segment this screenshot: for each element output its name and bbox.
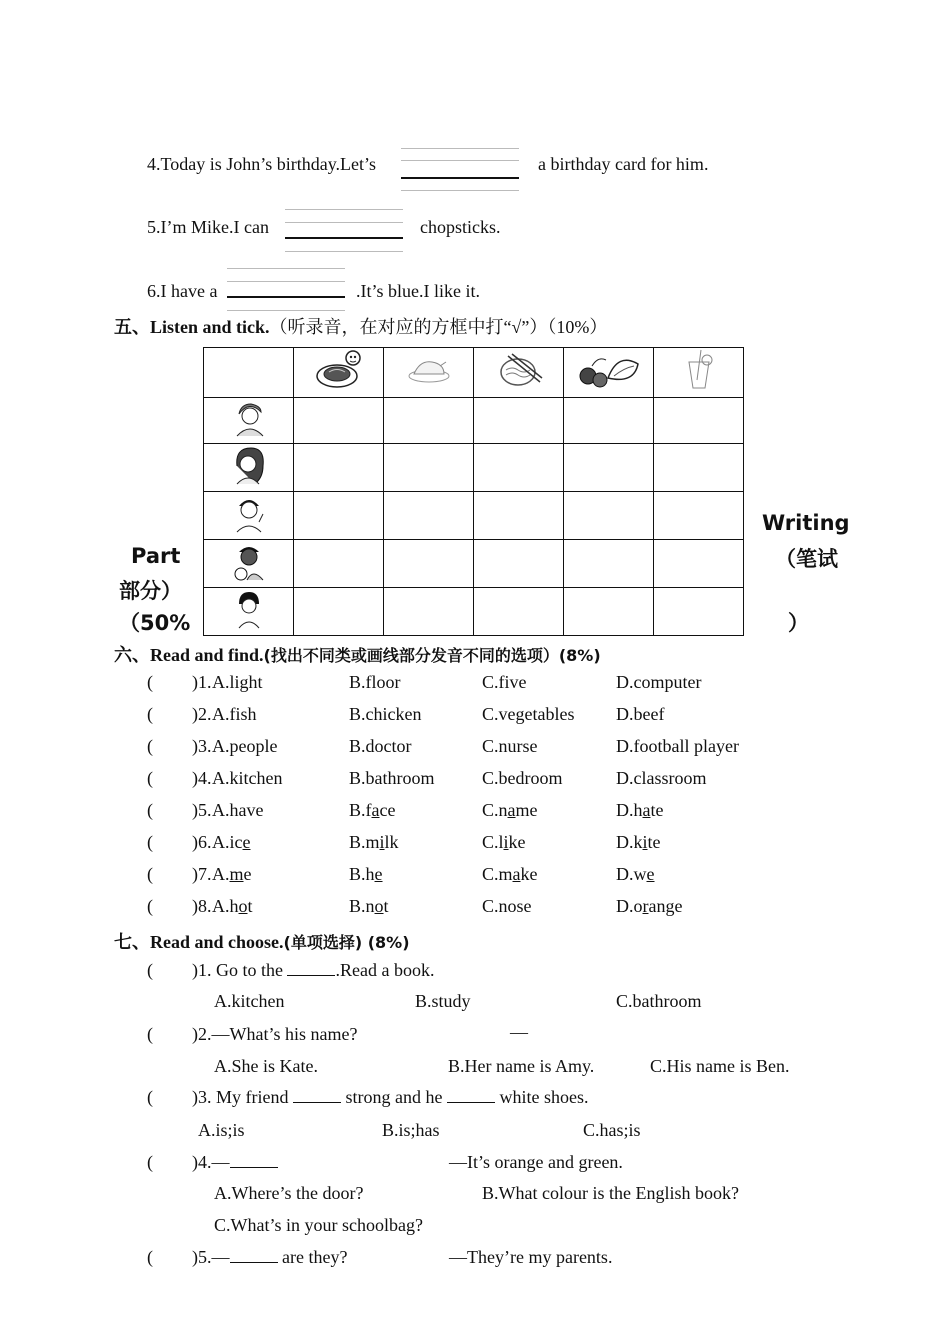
answer-paren[interactable]: (	[147, 864, 153, 884]
answer-paren[interactable]: (	[147, 672, 153, 692]
item-number: )8.	[192, 896, 212, 916]
option-b: B.bathroom	[349, 768, 435, 788]
item-number: )7.	[192, 864, 212, 884]
option-c: C.name	[482, 800, 538, 820]
section-7-note: (单项选择) (8%)	[283, 933, 410, 952]
question-3-stem: )3. My friend	[192, 1087, 289, 1107]
tick-cell[interactable]	[384, 398, 474, 444]
fill-item-4-after: a birthday card for him.	[538, 154, 709, 174]
fill-item-5-blank[interactable]	[285, 209, 403, 253]
fill-item-6-after: .It’s blue.I like it.	[356, 281, 480, 301]
option-b: B.floor	[349, 672, 401, 692]
q3-option-a: A.is;is	[198, 1120, 245, 1140]
option-c: C.five	[482, 672, 527, 692]
fill-item-6-before: 6.I have a	[147, 281, 218, 301]
girl-icon	[229, 444, 269, 486]
tick-cell[interactable]	[654, 398, 744, 444]
tick-cell[interactable]	[474, 588, 564, 636]
answer-paren[interactable]: (	[147, 1087, 153, 1107]
vegetables-picture	[564, 348, 654, 398]
section-7-title: 七、Read and choose.	[114, 932, 284, 952]
answer-paren[interactable]: (	[147, 736, 153, 756]
side-label-bishi: （笔试	[775, 547, 838, 571]
question-3-blank-1[interactable]	[293, 1088, 341, 1103]
option-a: A.hot	[212, 896, 253, 916]
option-c: C.nose	[482, 896, 532, 916]
section-5-heading	[114, 313, 607, 339]
q2-option-a: A.She is Kate.	[214, 1056, 318, 1076]
table-row	[204, 492, 744, 540]
tick-cell[interactable]	[384, 540, 474, 588]
meat-fish-picture	[294, 348, 384, 398]
question-4-stem: )4.—	[192, 1152, 230, 1172]
option-a: A.ice	[212, 832, 251, 852]
q3-option-b: B.is;has	[382, 1120, 440, 1140]
tick-cell[interactable]	[654, 540, 744, 588]
question-5-reply: —They’re my parents.	[449, 1247, 613, 1267]
boy-ball-icon	[229, 540, 269, 582]
juice-icon	[679, 348, 719, 392]
table-header-row	[204, 348, 744, 398]
option-b: B.not	[349, 896, 389, 916]
side-label-bufen: 部分）	[119, 579, 182, 603]
option-d: D.we	[616, 864, 655, 884]
answer-paren[interactable]: (	[147, 896, 153, 916]
meat-plate-icon	[309, 348, 369, 392]
tick-cell[interactable]	[474, 398, 564, 444]
q1-option-a: A.kitchen	[214, 991, 285, 1011]
table-row	[204, 398, 744, 444]
option-c: C.nurse	[482, 736, 538, 756]
tick-cell[interactable]	[294, 588, 384, 636]
tick-cell[interactable]	[384, 444, 474, 492]
vegetables-icon	[574, 348, 644, 392]
option-d: D.football player	[616, 736, 739, 756]
option-b: B.doctor	[349, 736, 412, 756]
section-7-heading	[114, 928, 410, 954]
option-d: D.hate	[616, 800, 664, 820]
chicken-icon	[404, 352, 454, 388]
section-6-heading	[114, 641, 601, 667]
question-5	[192, 1247, 347, 1268]
question-1-stem: )1. Go to the	[192, 960, 283, 980]
table-row	[204, 540, 744, 588]
option-b: B.face	[349, 800, 396, 820]
option-d: D.classroom	[616, 768, 707, 788]
section-6-title: 六、Read and find.	[114, 645, 264, 665]
tick-cell[interactable]	[564, 398, 654, 444]
item-number: )5.	[192, 800, 212, 820]
q1-option-b: B.study	[415, 991, 471, 1011]
question-4	[192, 1152, 278, 1173]
q3-option-c: C.has;is	[583, 1120, 641, 1140]
option-a: A.have	[212, 800, 264, 820]
table-corner-cell	[204, 348, 294, 398]
option-b: B.milk	[349, 832, 399, 852]
option-d: D.kite	[616, 832, 661, 852]
tick-cell[interactable]	[294, 540, 384, 588]
noodles-picture	[474, 348, 564, 398]
fill-item-6-blank[interactable]	[227, 268, 345, 312]
q4-option-c: C.What’s in your schoolbag?	[214, 1215, 423, 1235]
option-c: C.bedroom	[482, 768, 563, 788]
answer-paren[interactable]: (	[147, 1024, 153, 1044]
boy-picture	[204, 398, 294, 444]
tick-cell[interactable]	[474, 492, 564, 540]
question-2: )2.—What’s his name?	[192, 1024, 358, 1044]
tick-cell[interactable]	[564, 540, 654, 588]
question-3-mid: strong and he	[345, 1087, 443, 1107]
item-number: )1.	[192, 672, 212, 692]
tick-cell[interactable]	[294, 444, 384, 492]
side-label-percent: （50%	[119, 611, 191, 635]
side-label-close: ）	[788, 611, 809, 635]
tick-cell[interactable]	[474, 540, 564, 588]
table-row	[204, 444, 744, 492]
item-number: )4.	[192, 768, 212, 788]
option-b: B.chicken	[349, 704, 422, 724]
question-3	[192, 1087, 588, 1108]
tick-cell[interactable]	[564, 444, 654, 492]
tick-cell[interactable]	[474, 444, 564, 492]
noodles-icon	[494, 350, 544, 390]
tick-cell[interactable]	[564, 588, 654, 636]
answer-paren[interactable]: (	[147, 800, 153, 820]
boy-waving-picture	[204, 492, 294, 540]
option-c: C.like	[482, 832, 526, 852]
fill-item-4-before: 4.Today is John’s birthday.Let’s	[147, 154, 377, 174]
question-3-blank-2[interactable]	[447, 1088, 495, 1103]
section-5-title: 五、Listen and tick.	[114, 317, 270, 337]
question-1-after: .Read a book.	[335, 960, 435, 980]
question-4-reply: —It’s orange and green.	[449, 1152, 623, 1172]
item-number: )2.	[192, 704, 212, 724]
tick-cell[interactable]	[384, 588, 474, 636]
tick-cell[interactable]	[384, 492, 474, 540]
boy-waving-icon	[229, 492, 269, 534]
answer-paren[interactable]: (	[147, 1247, 153, 1267]
side-label-writing: Writing	[762, 511, 850, 535]
girl-ponytail-picture	[204, 444, 294, 492]
option-c: C.vegetables	[482, 704, 575, 724]
q2-option-c: C.His name is Ben.	[650, 1056, 790, 1076]
tick-cell[interactable]	[294, 492, 384, 540]
item-number: )6.	[192, 832, 212, 852]
q2-option-b: B.Her name is Amy.	[448, 1056, 595, 1076]
boy-icon	[229, 398, 269, 438]
tick-cell[interactable]	[654, 492, 744, 540]
girl-picture	[204, 588, 294, 636]
boy-ball-picture	[204, 540, 294, 588]
item-number: )3.	[192, 736, 212, 756]
side-label-part: Part	[131, 544, 181, 568]
option-a: A.light	[212, 672, 263, 692]
question-5-after: are they?	[282, 1247, 348, 1267]
answer-paren[interactable]: (	[147, 768, 153, 788]
option-d: D.orange	[616, 896, 683, 916]
tick-cell[interactable]	[654, 444, 744, 492]
answer-paren[interactable]: (	[147, 832, 153, 852]
answer-paren[interactable]: (	[147, 704, 153, 724]
option-a: A.people	[212, 736, 278, 756]
fill-item-5-after: chopsticks.	[420, 217, 501, 237]
question-1	[192, 960, 434, 981]
question-3-after: white shoes.	[499, 1087, 589, 1107]
option-d: D.computer	[616, 672, 702, 692]
fill-item-4-blank[interactable]	[401, 148, 519, 192]
question-5-stem: )5.—	[192, 1247, 230, 1267]
question-2-dash: —	[510, 1022, 528, 1042]
girl-2-icon	[229, 588, 269, 630]
tick-cell[interactable]	[654, 588, 744, 636]
table-row	[204, 588, 744, 636]
question-1-blank[interactable]	[287, 961, 335, 976]
answer-paren[interactable]: (	[147, 960, 153, 980]
section-6-note: (找出不同类或画线部分发音不同的选项）(8%)	[263, 646, 601, 665]
option-d: D.beef	[616, 704, 665, 724]
option-b: B.he	[349, 864, 383, 884]
q4-option-b: B.What colour is the English book?	[482, 1183, 739, 1203]
option-a: A.me	[212, 864, 252, 884]
option-a: A.fish	[212, 704, 257, 724]
section-5-note: （听录音，在对应的方框中打“√”）（10%）	[269, 317, 608, 337]
question-4-blank[interactable]	[230, 1153, 278, 1168]
tick-cell[interactable]	[564, 492, 654, 540]
answer-paren[interactable]: (	[147, 1152, 153, 1172]
chicken-picture	[384, 348, 474, 398]
fill-item-5-before: 5.I’m Mike.I can	[147, 217, 269, 237]
option-c: C.make	[482, 864, 538, 884]
listen-tick-table	[203, 347, 744, 636]
question-5-blank[interactable]	[230, 1248, 278, 1263]
q1-option-c: C.bathroom	[616, 991, 702, 1011]
juice-picture	[654, 348, 744, 398]
tick-cell[interactable]	[294, 398, 384, 444]
q4-option-a: A.Where’s the door?	[214, 1183, 364, 1203]
option-a: A.kitchen	[212, 768, 283, 788]
